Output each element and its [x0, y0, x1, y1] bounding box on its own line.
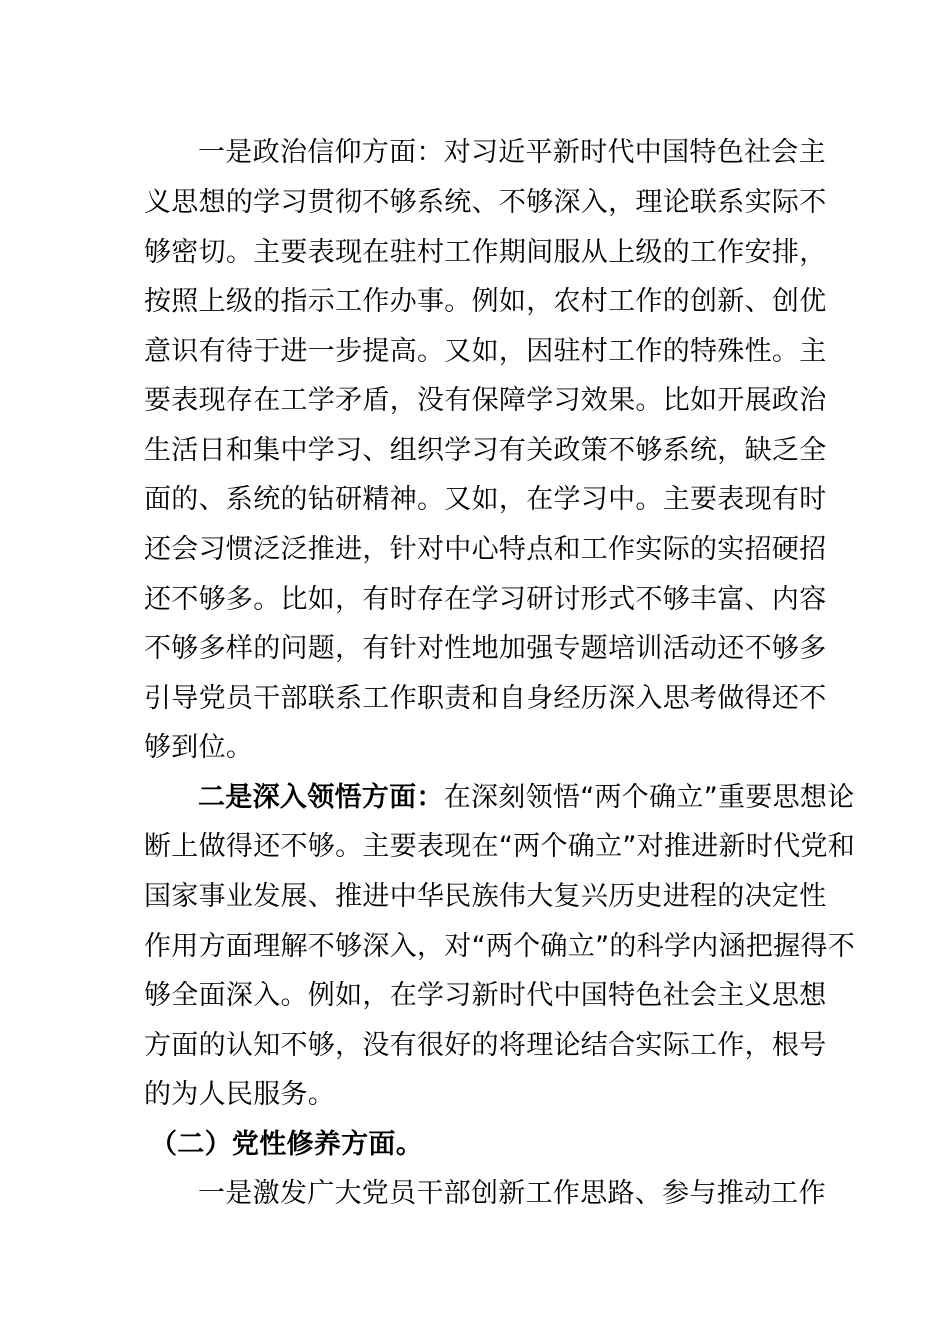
- paragraph-2-line: 方面的认知不够，没有很好的将理论结合实际工作，根号: [144, 1030, 827, 1061]
- paragraph-1-line: 引导党员干部联系工作职责和自身经历深入思考做得还不: [144, 683, 827, 714]
- paragraph-2-lead: 二是深入领悟方面：: [198, 782, 444, 813]
- paragraph-1-line: 还不够多。比如，有时存在学习研讨形式不够丰富、内容: [144, 584, 827, 615]
- paragraph-2-first-line: [198, 773, 855, 823]
- paragraph-1-line: 义思想的学习贯彻不够系统、不够深入，理论联系实际不: [144, 187, 827, 218]
- paragraph-2-line: 的为人民服务。: [144, 1079, 336, 1110]
- paragraph-1-line: 一是政治信仰方面：对习近平新时代中国特色社会主: [198, 137, 826, 168]
- paragraph-1-line: 意识有待于进一步提高。又如，因驻村工作的特殊性。主: [144, 336, 827, 367]
- paragraph-1-line: 还会习惯泛泛推进，针对中心特点和工作实际的实招硬招: [144, 534, 827, 565]
- paragraph-2-line: 国家事业发展、推进中华民族伟大复兴历史进程的决定性: [144, 881, 827, 912]
- paragraph-3-line: 一是激发广大党员干部创新工作思路、参与推动工作: [198, 1178, 826, 1209]
- paragraph-2-line: 断上做得还不够。主要表现在“两个确立”对推进新时代党和: [144, 831, 856, 862]
- paragraph-2-line: 够全面深入。例如，在学习新时代中国特色社会主义思想: [144, 980, 827, 1011]
- section-heading: （二）党性修养方面。: [150, 1129, 423, 1160]
- paragraph-1-line: 面的、系统的钻研精神。又如，在学习中。主要表现有时: [144, 484, 827, 515]
- paragraph-1-line: 要表现存在工学矛盾，没有保障学习效果。比如开展政治: [144, 385, 827, 416]
- paragraph-1-line: 不够多样的问题，有针对性地加强专题培训活动还不够多: [144, 633, 827, 664]
- paragraph-1-line: 够到位。: [144, 732, 254, 763]
- paragraph-1-line: 生活日和集中学习、组织学习有关政策不够系统，缺乏全: [144, 435, 827, 466]
- paragraph-2-line: 作用方面理解不够深入，对“两个确立”的科学内涵把握得不: [144, 931, 856, 962]
- paragraph-2-first-rest: 在深刻领悟“两个确立”重要思想论: [443, 782, 855, 813]
- paragraph-1-line: 按照上级的指示工作办事。例如，农村工作的创新、创优: [144, 286, 827, 317]
- paragraph-1-line: 够密切。主要表现在驻村工作期间服从上级的工作安排，: [144, 237, 827, 268]
